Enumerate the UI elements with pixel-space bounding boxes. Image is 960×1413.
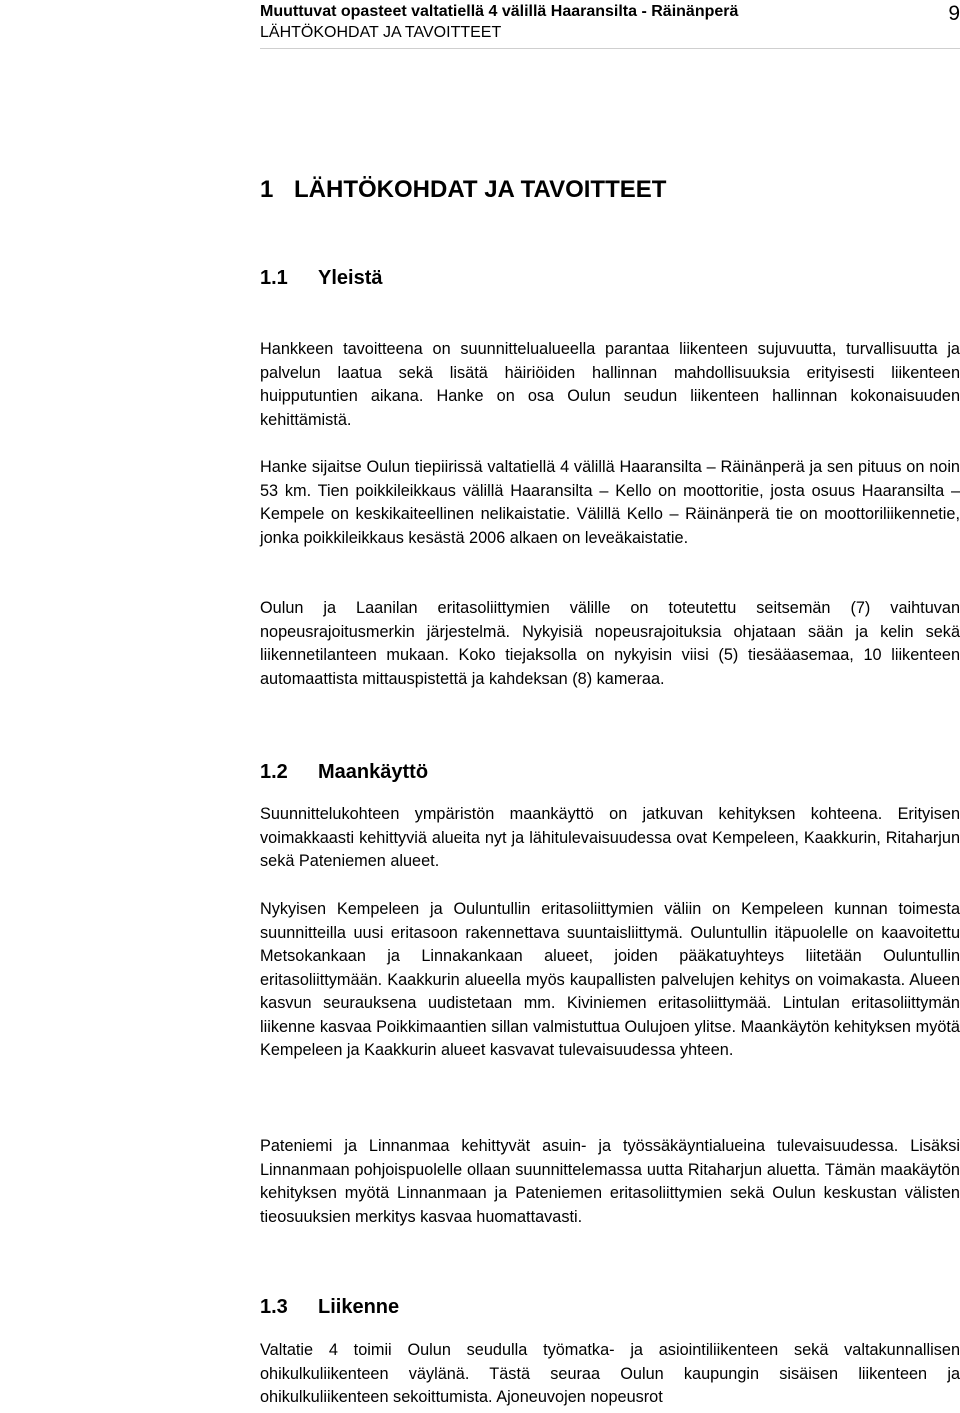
paragraph: Hanke sijaitse Oulun tiepiirissä valtatiellä 4 välillä Haaransilta – Räinänperä ja sen pituus on noin 53 km. Tien poikkileikkaus välillä Haaransilta – Kello on moottoritie, josta osuus Haaransilta – Kempele on keskikaiteellinen nelikaistatie. Välillä Kello – Räinänperä tie on moottoriliikennetie, jonka poikkileikkaus kesästä 2006 alkaen on leveäkaistatie. bbox=[260, 458, 960, 547]
section-heading-liikenne bbox=[260, 1295, 399, 1319]
paragraph: Valtatie 4 toimii Oulun seudulla työmatka- ja asiointiliikenteen sekä valtakunnallisen ohikulkuliikenteen väylänä. Tästä seuraa Oulun kaupungin sisäisen liikenteen ja ohikulkuliikenteen sekoittumista. Ajoneuvojen nopeusrot bbox=[260, 1341, 960, 1406]
paragraph: Oulun ja Laanilan eritasoliittymien välille on toteutettu seitsemän (7) vaihtuvan nopeusrajoitusmerkin järjestelmä. Nykyisiä nopeusrajoituksia ohjataan sään ja kelin sekä liikennetilanteen mukaan. Koko tiejaksolla on nykyisin viisi (5) tiesääasemaa, 10 liikenteen automaattista mittauspistettä ja kahdeksan (8) kameraa. bbox=[260, 599, 960, 688]
section-title: Yleistä bbox=[318, 267, 383, 289]
chapter-title: LÄHTÖKOHDAT JA TAVOITTEET bbox=[294, 176, 667, 203]
header-divider bbox=[260, 48, 960, 49]
section-number: 1.2 bbox=[260, 761, 288, 783]
paragraph: Hankkeen tavoitteena on suunnittelualueella parantaa liikenteen sujuvuutta, turvallisuutta ja palvelun laatua sekä lisätä häiriöiden hallinnan mahdollisuuksia erityisesti liikenteen huipputuntien aikana. Hanke on osa Oulun seudun liikenteen hallinnan kokonaisuuden kehittämistä. bbox=[260, 340, 960, 429]
section-heading-maankaytto bbox=[260, 760, 428, 784]
section-number: 1.1 bbox=[260, 267, 288, 289]
page-header bbox=[260, 0, 960, 45]
chapter-running-head: LÄHTÖKOHDAT JA TAVOITTEET bbox=[260, 24, 502, 41]
paragraph: Suunnittelukohteen ympäristön maankäyttö on jatkuvan kehityksen kohteena. Erityisen voimakkaasti kehittyviä alueita nyt ja lähitulevaisuudessa ovat Kempeleen, Kaakkurin, Ritaharjun sekä Pateniemen alueet. bbox=[260, 805, 960, 870]
section-title: Maankäyttö bbox=[318, 761, 429, 783]
section-title: Liikenne bbox=[318, 1296, 400, 1318]
chapter-number: 1 bbox=[260, 176, 274, 203]
paragraph: Pateniemi ja Linnanmaa kehittyvät asuin- ja työssäkäyntialueina tulevaisuudessa. Lisäksi Linnanmaan pohjoispuolelle ollaan suunnittelemassa uutta Ritaharjun aluetta. Tämän maakäytön kehityksen myötä Linnanmaan ja Pateniemen eritasoliittymien sekä Oulun keskustan välisten tieosuuksien merkitys kasvaa huomattavasti. bbox=[260, 1137, 960, 1226]
chapter-heading bbox=[260, 176, 666, 204]
section-heading-yleista bbox=[260, 266, 382, 290]
page-number: 9 bbox=[948, 2, 960, 25]
document-title: Muuttuvat opasteet valtatiellä 4 välillä Haaransilta - Räinänperä bbox=[260, 3, 739, 20]
section-number: 1.3 bbox=[260, 1296, 288, 1318]
paragraph: Nykyisen Kempeleen ja Ouluntullin eritasoliittymien väliin on Kempeleen kunnan toimesta suunnitteilla uusi eritasoon rakennettava suuntaisliittymä. Ouluntullin itäpuolelle on kaavoitettu Metsokankaan ja Linnakankaan alueet, joiden pääkatuyhteys liitetään Ouluntullin eritasoliittymään. Kaakkurin alueella myös kaupallisten palvelujen kehitys on voimakasta. Alueen kasvun seurauksena uudistetaan mm. Kiviniemen eritasoliittymää. Lintulan eritasoliittymän liikenne kasvaa Poikkimaantien sillan valmistuttua Oulujoen ylitse. Maankäytön kehityksen myötä Kempeleen ja Kaakkurin alueet kasvavat tulevaisuudessa yhteen. bbox=[260, 900, 960, 1059]
